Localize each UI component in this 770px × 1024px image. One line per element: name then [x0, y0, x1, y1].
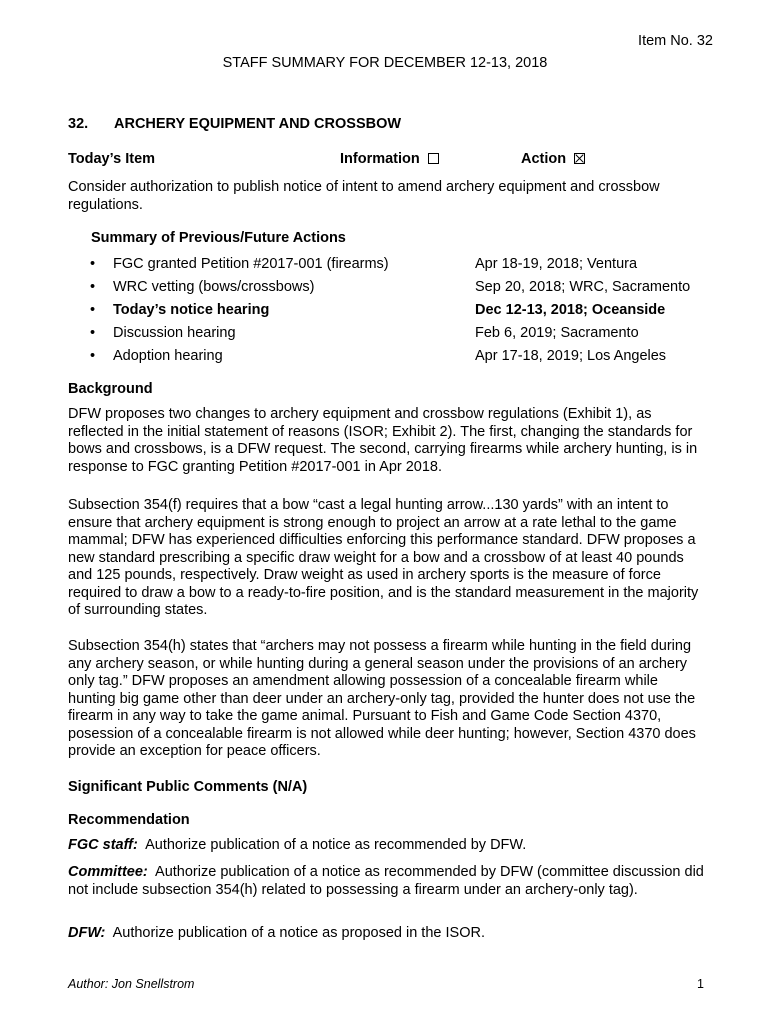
recommender-label: Committee:: [68, 864, 148, 880]
information-label: Information: [340, 151, 420, 167]
action-date: Apr 17-18, 2019; Los Angeles: [475, 348, 667, 364]
action-label: WRC vetting (bows/crossbows): [113, 279, 315, 295]
previous-actions-heading: Summary of Previous/Future Actions: [91, 230, 346, 246]
recommendation-heading: Recommendation: [68, 812, 190, 828]
section-number: 32.: [68, 116, 89, 132]
action-date: Dec 12-13, 2018; Oceanside: [475, 302, 666, 318]
action-label: Today’s notice hearing: [113, 302, 270, 318]
list-item: [90, 348, 710, 371]
background-heading: Background: [68, 381, 153, 397]
recommendation-text: Authorize publication of a notice as recommended by DFW (committee discussion did not include subsection 354(h) related to possessing a firearm under an archery-only tag).: [68, 864, 704, 898]
action-date: Sep 20, 2018; WRC, Sacramento: [475, 279, 691, 295]
item-number: Item No. 32: [638, 33, 713, 49]
recommendation-committee: [68, 864, 708, 899]
information-option: [340, 151, 439, 167]
previous-actions-list: [90, 256, 710, 371]
bullet-icon: •: [90, 256, 96, 272]
list-item: [90, 325, 710, 348]
bullet-icon: •: [90, 325, 96, 341]
action-label: Action: [521, 151, 567, 167]
todays-item-label: Today’s Item: [68, 151, 156, 167]
list-item: [90, 256, 710, 279]
recommendation-text: Authorize publication of a notice as proposed in the ISOR.: [112, 925, 485, 941]
background-paragraph-3: Subsection 354(h) states that “archers may not possess a firearm while hunting in the field during any archery season, or while hunting during a general season under the provisions of an archery only tag.” DFW proposes an amendment allowing possession of a concealable firearm while hunting big game other than deer under an archery-only tag, provided the hunter does not use the firearm in any way to take the game animal. Pursuant to Fish and Game Code Section 4370, posession of a concealable firearm is not allowed while deer hunting; however, Section 4370 does provide an exception for peace officers.: [68, 638, 696, 759]
list-item: [90, 279, 710, 302]
action-option: [521, 151, 585, 167]
recommendation-dfw: [68, 925, 708, 943]
action-label: Discussion hearing: [113, 325, 236, 341]
section-title: ARCHERY EQUIPMENT AND CROSSBOW: [114, 116, 402, 132]
list-item-current: [90, 302, 710, 325]
recommendation-text: Authorize publication of a notice as recommended by DFW.: [145, 837, 527, 853]
bullet-icon: •: [90, 302, 96, 318]
footer-author: Author: Jon Snellstrom: [68, 977, 195, 991]
recommendation-fgc-staff: [68, 837, 708, 855]
background-paragraph-2: Subsection 354(f) requires that a bow “cast a legal hunting arrow...130 yards” with an intent to ensure that archery equipment is strong enough to project an arrow at a rate lethal to the game mammal; DFW has experienced difficulties enforcing this performance standard. DFW proposes a new standard prescribing a specific draw weight for a bow and a crossbow of at least 40 pounds and 125 pounds, respectively. Draw weight as used in archery sports is the measure of force required to draw a bow to a ready-to-fire position, and is the standard measurement in the majority of surrounding states.: [68, 497, 699, 618]
intro-paragraph: Consider authorization to publish notice of intent to amend archery equipment and crossbow regulations.: [68, 179, 660, 213]
action-label: Adoption hearing: [113, 348, 223, 364]
recommender-label: FGC staff:: [68, 837, 138, 853]
public-comments-heading: Significant Public Comments (N/A): [68, 779, 308, 795]
bullet-icon: •: [90, 348, 96, 364]
information-checkbox-icon: [428, 153, 439, 164]
action-date: Feb 6, 2019; Sacramento: [475, 325, 639, 341]
bullet-icon: •: [90, 279, 96, 295]
action-label: FGC granted Petition #2017-001 (firearms): [113, 256, 389, 272]
staff-summary-title: STAFF SUMMARY FOR DECEMBER 12-13, 2018: [222, 55, 548, 71]
action-date: Apr 18-19, 2018; Ventura: [475, 256, 638, 272]
recommender-label: DFW:: [68, 925, 106, 941]
page-number: 1: [697, 977, 704, 991]
background-paragraph-1: DFW proposes two changes to archery equipment and crossbow regulations (Exhibit 1), as reflected in the initial statement of reasons (ISOR; Exhibit 2). The first, changing the standards for bows and crossbows, is a DFW request. The second, carrying firearms while archery hunting, is in response to FGC granting Petition #2017-001 in Apr 2018.: [68, 406, 698, 475]
action-checked-checkbox-icon: [574, 153, 585, 164]
